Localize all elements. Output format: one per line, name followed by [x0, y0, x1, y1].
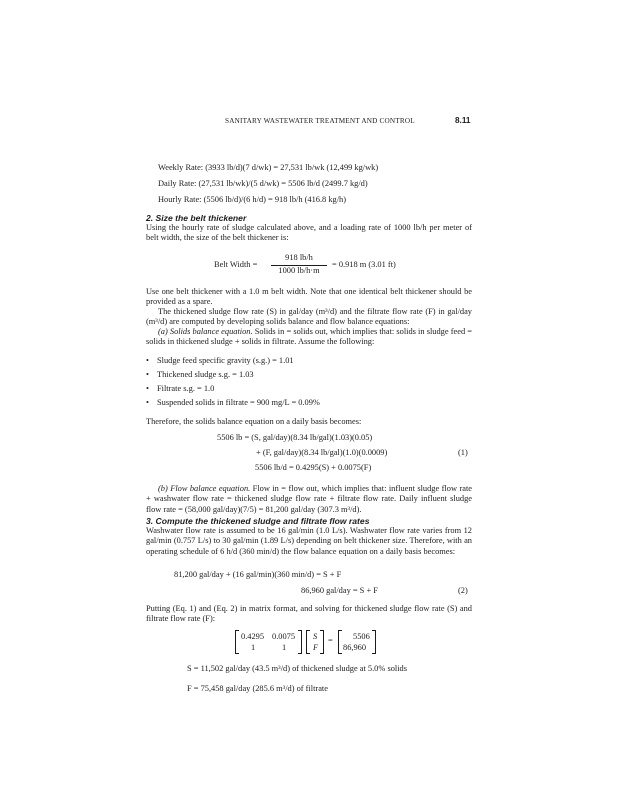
- result-thickened-sludge: S = 11,502 gal/day (43.5 m³/d) of thickened sludge at 5.0% solids: [187, 664, 407, 673]
- bullet-item: • Filtrate s.g. = 1.0: [146, 384, 215, 393]
- section-3-paragraph-2: Putting (Eq. 1) and (Eq. 2) in matrix format, and solving for thickened sludge flow rate (S) and filtrate flow rate (F):: [146, 604, 472, 624]
- weekly-rate: Weekly Rate: (3933 lb/d)(7 d/wk) = 27,531 lb/wk (12,499 kg/wk): [158, 163, 379, 172]
- matrix-a11: 0.4295: [241, 632, 265, 641]
- matrix-equals: =: [328, 636, 333, 645]
- vector-b1: 5506: [353, 632, 370, 641]
- flow-balance-line-1: 81,200 gal/day + (16 gal/min)(360 min/d) = S + F: [174, 570, 342, 579]
- section-3-paragraph-1: Washwater flow rate is assumed to be 16 gal/min (1.0 L/s). Washwater flow rate varies from 12 gal/min (0.757 L/s) to 30 gal/min (1.89 L/s) depending on belt thickener size. Therefore, with an operating schedule of 6 h/d (360 min/d) the flow balance equation on a daily basis becomes:: [146, 526, 472, 556]
- matrix-a21: 1: [251, 643, 256, 652]
- belt-width-numerator: 918 lb/h: [285, 253, 313, 262]
- section-2-paragraph-4: (b) Flow balance equation. Flow in = flow out, which implies that: influent sludge flow rate + washwater flow rate = thickened sludge flow rate + filtrate flow rate. Daily influent sludge flow rate = (58,000 gal/day)(7/5) = 81,200 gal/day (307.3 m³/d).: [146, 484, 472, 514]
- matrix-a12: 0.0075: [272, 632, 296, 641]
- flow-balance-line-2: 86,960 gal/day = S + F: [301, 586, 378, 595]
- daily-rate: Daily Rate: (27,531 lb/wk)/(5 d/wk) = 5506 lb/d (2499.7 kg/d): [158, 179, 368, 188]
- hourly-rate: Hourly Rate: (5506 lb/d)/(6 h/d) = 918 lb/h (416.8 kg/h): [158, 195, 347, 204]
- bullet-item: • Thickened sludge s.g. = 1.03: [146, 370, 254, 379]
- bullet-item: • Suspended solids in filtrate = 900 mg/L = 0.09%: [146, 398, 320, 407]
- solids-balance-line-2: + (F, gal/day)(8.34 lb/gal)(1.0)(0.0009): [256, 448, 388, 457]
- therefore-text: Therefore, the solids balance equation on a daily basis becomes:: [146, 417, 362, 426]
- left-bracket: [235, 630, 239, 654]
- section-3-heading: 3. Compute the thickened sludge and filtrate flow rates: [146, 516, 370, 526]
- vector-b2: 86,960: [343, 643, 367, 652]
- page-number: 8.11: [455, 116, 471, 125]
- section-2-paragraph-3: (a) Solids balance equation. Solids in = solids out, which implies that: solids in sludge feed = solids in thickened sludge + solids in filtrate. Assume the following:: [146, 327, 472, 347]
- section-2-paragraph-1: Use one belt thickener with a 1.0 m belt width. Note that one identical belt thickener should be provided as a spare.: [146, 287, 472, 307]
- section-2-paragraph-2: The thickened sludge flow rate (S) in gal/day (m³/d) and the filtrate flow rate (F) in gal/day (m³/d) are computed by developing solids balance and flow balance equations:: [146, 307, 472, 327]
- solids-balance-line-1: 5506 lb = (S, gal/day)(8.34 lb/gal)(1.03)(0.05): [217, 433, 373, 442]
- solids-balance-label: (a) Solids balance equation.: [158, 327, 253, 336]
- belt-width-label: Belt Width =: [214, 260, 258, 269]
- left-bracket: [306, 630, 310, 654]
- vector-x2: F: [313, 643, 319, 652]
- left-bracket: [338, 630, 342, 654]
- running-title: SANITARY WASTEWATER TREATMENT AND CONTROL: [225, 117, 415, 125]
- right-bracket: [298, 630, 302, 654]
- section-2-intro: Using the hourly rate of sludge calculated above, and a loading rate of 1000 lb/h per meter of belt width, the size of the belt thickener is:: [146, 223, 472, 243]
- bullet-item: • Sludge feed specific gravity (s.g.) = 1.01: [146, 356, 294, 365]
- right-bracket: [372, 630, 376, 654]
- belt-width-denominator: 1000 lb/h·m: [278, 266, 320, 275]
- flow-balance-label: (b) Flow balance equation.: [158, 484, 251, 493]
- solids-balance-line-3: 5506 lb/d = 0.4295(S) + 0.0075(F): [255, 463, 372, 472]
- equation-number-1: (1): [458, 448, 468, 457]
- matrix-a22: 1: [282, 643, 287, 652]
- belt-width-result: = 0.918 m (3.01 ft): [332, 260, 396, 269]
- section-2-heading: 2. Size the belt thickener: [146, 213, 247, 223]
- equation-number-2: (2): [458, 586, 468, 595]
- vector-x1: S: [313, 632, 318, 641]
- result-filtrate: F = 75,458 gal/day (285.6 m³/d) of filtrate: [187, 684, 328, 693]
- right-bracket: [320, 630, 324, 654]
